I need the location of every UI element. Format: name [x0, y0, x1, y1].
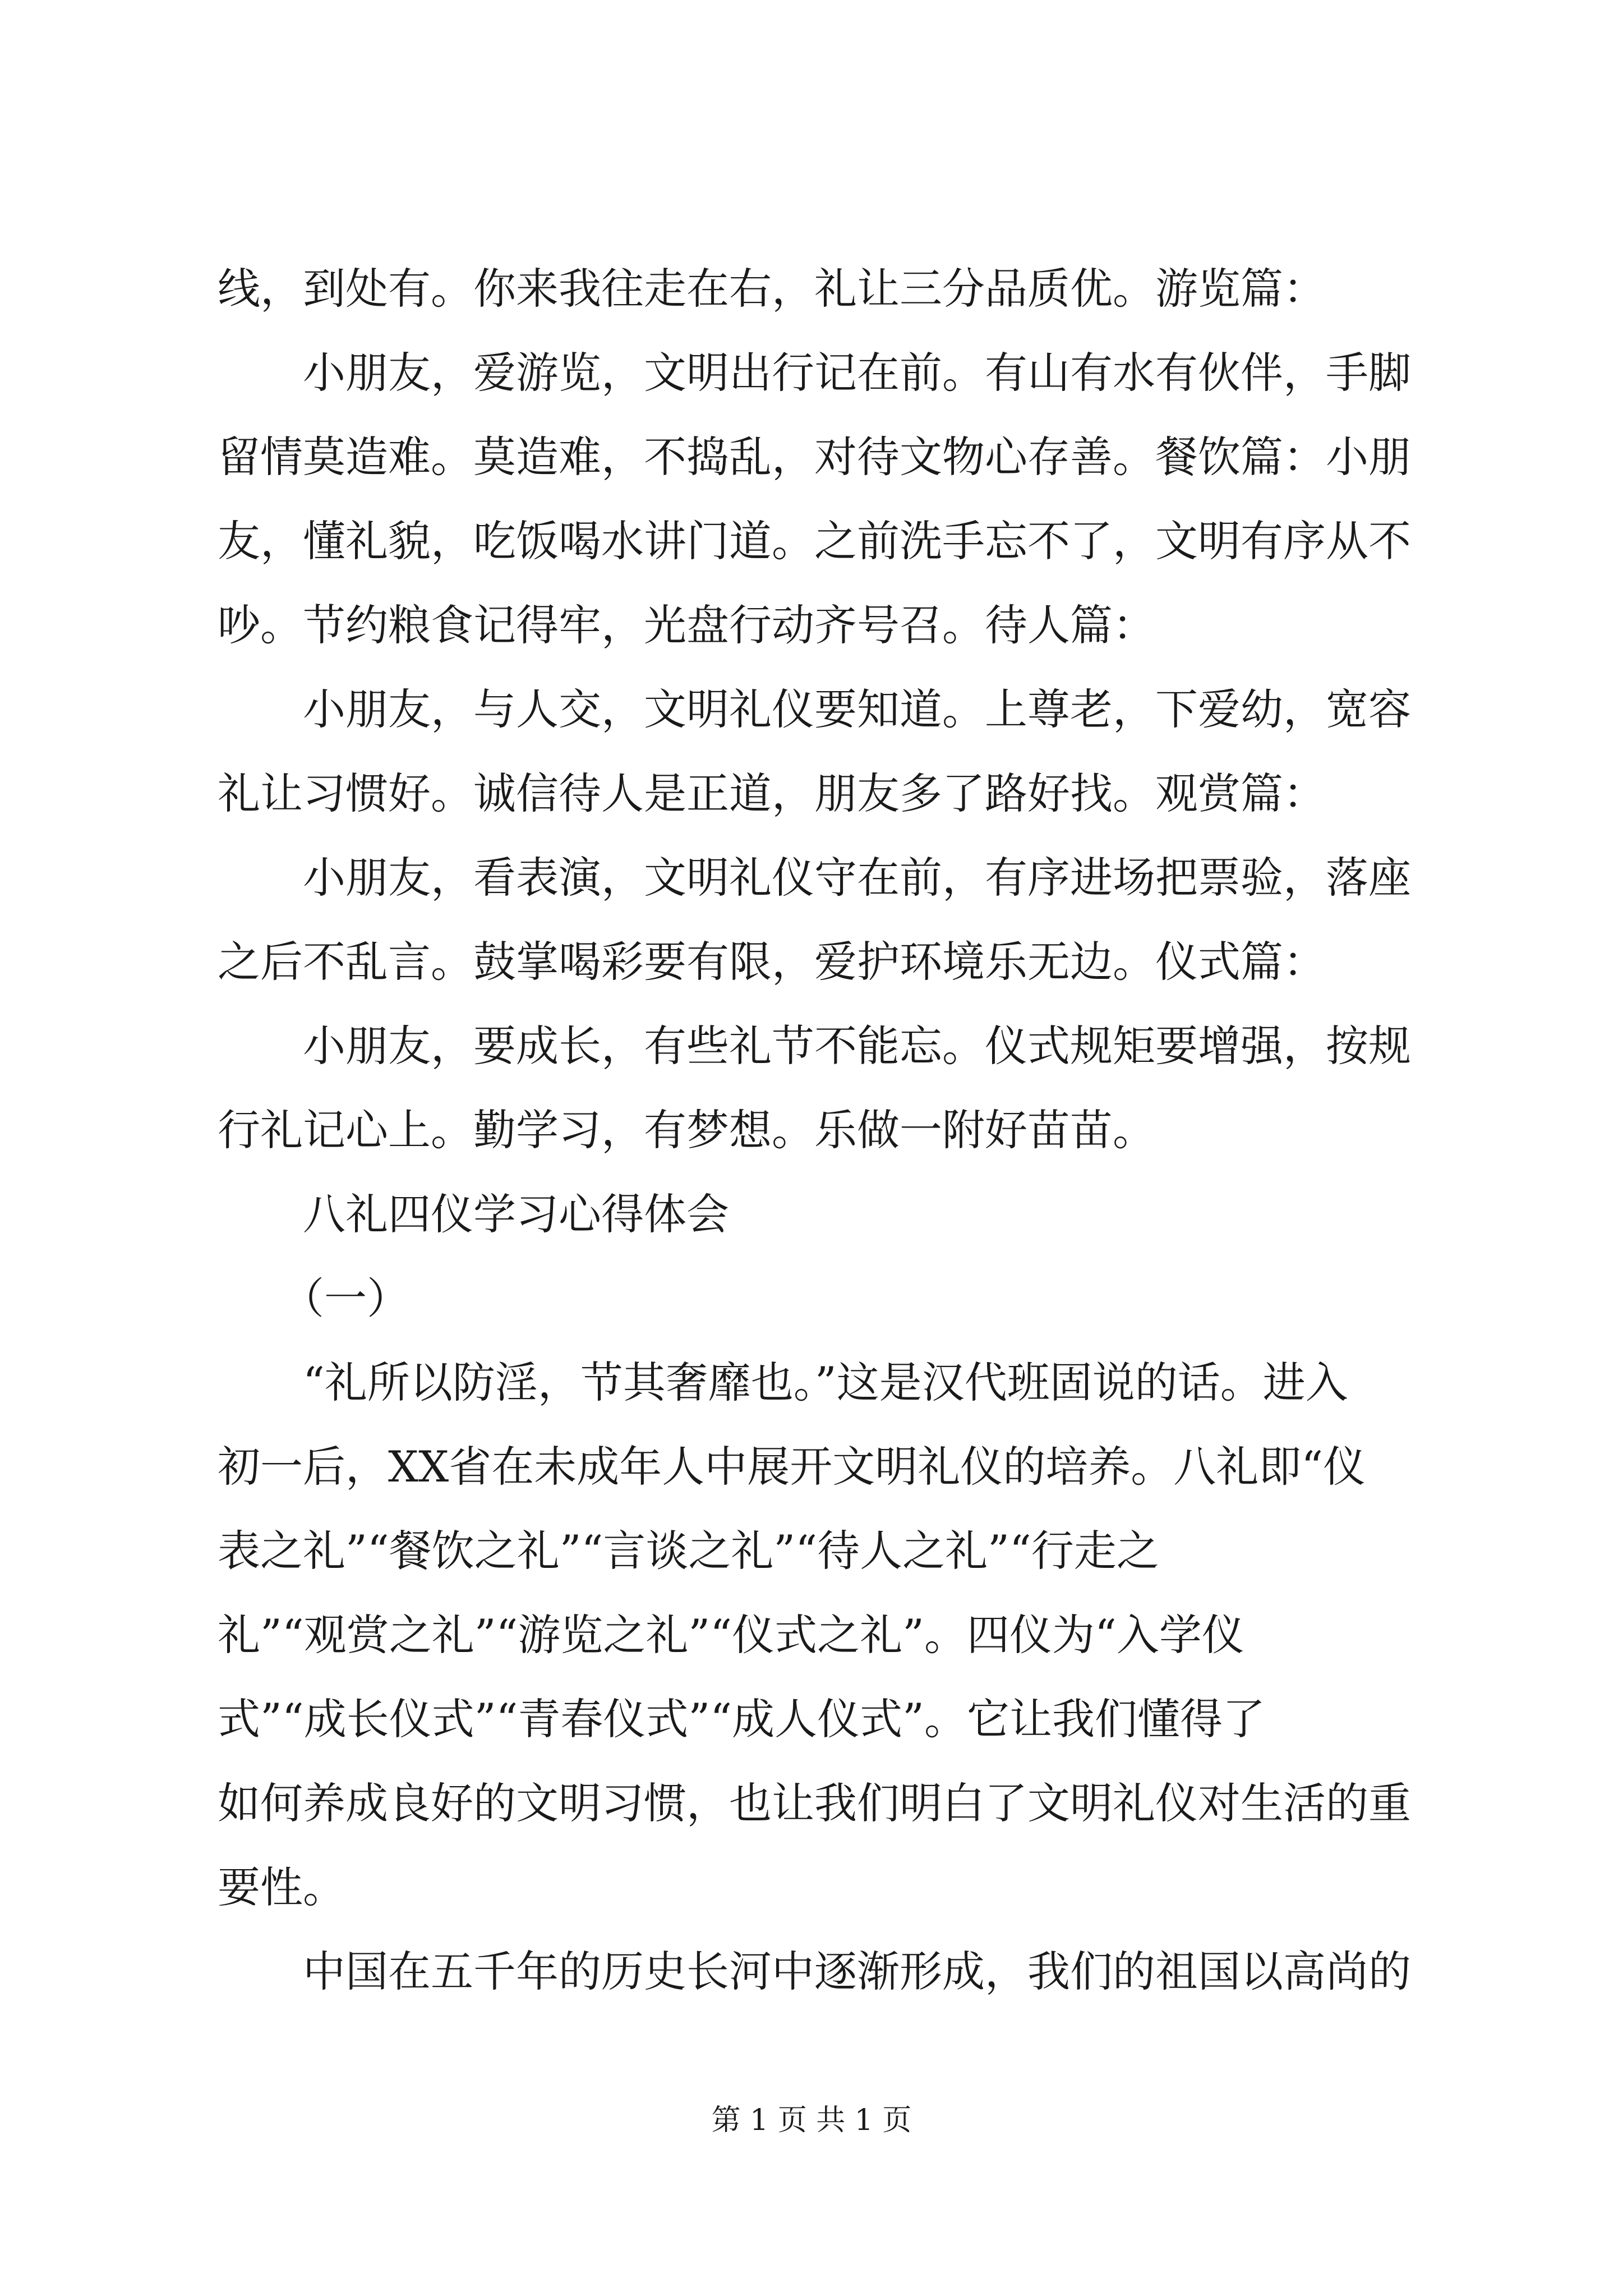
text-line: 礼让习惯好。诚信待人是正道，朋友多了路好找。观赏篇： [218, 769, 1326, 818]
body-text [218, 247, 1429, 2014]
section-number: （一） [218, 1273, 409, 1323]
text-line: 初一后，XX省在未成年人中展开文明礼仪的培养。八礼即“仪 [218, 1442, 1366, 1492]
text-line: 礼”“观赏之礼”“游览之礼”“仪式之礼”。四仪为“入学仪 [218, 1610, 1244, 1660]
section-heading: 八礼四仪学习心得体会 [218, 1189, 729, 1239]
text-line: 中国在五千年的历史长河中逐渐形成，我们的祖国以高尚的 [218, 1947, 1411, 1996]
text-line: 表之礼”“餐饮之礼”“言谈之礼”“待人之礼”“行走之 [218, 1526, 1159, 1576]
text-line: 式”“成长仪式”“青春仪式”“成人仪式”。它让我们懂得了 [218, 1694, 1265, 1744]
text-line: 要性。 [218, 1862, 345, 1912]
text-line: 如何养成良好的文明习惯，也让我们明白了文明礼仪对生活的重 [218, 1778, 1411, 1828]
text-line: 友，懂礼貌，吃饭喝水讲门道。之前洗手忘不了，文明有序从不 [218, 516, 1411, 566]
text-line: 之后不乱言。鼓掌喝彩要有限，爱护环境乐无边。仪式篇： [218, 937, 1326, 987]
text-line: 行礼记心上。勤学习，有梦想。乐做一附好苗苗。 [218, 1105, 1155, 1155]
text-line: 小朋友，爱游览，文明出行记在前。有山有水有伙伴，手脚 [218, 348, 1411, 398]
text-line: 小朋友，与人交，文明礼仪要知道。上尊老，下爱幼，宽容 [218, 684, 1411, 734]
page-footer: 第 1 页 共 1 页 [711, 2104, 912, 2137]
text-line: 小朋友，要成长，有些礼节不能忘。仪式规矩要增强，按规 [218, 1021, 1411, 1071]
text-line: 小朋友，看表演，文明礼仪守在前，有序进场把票验，落座 [218, 853, 1411, 903]
text-line: 留情莫造难。莫造难，不捣乱，对待文物心存善。餐饮篇：小朋 [218, 432, 1411, 482]
text-line: 线，到处有。你来我往走在右，礼让三分品质优。游览篇： [218, 264, 1326, 314]
text-line: 吵。节约粮食记得牢，光盘行动齐号召。待人篇： [218, 600, 1155, 650]
text-line: “礼所以防淫，节其奢靡也。”这是汉代班固说的话。进入 [218, 1358, 1348, 1407]
